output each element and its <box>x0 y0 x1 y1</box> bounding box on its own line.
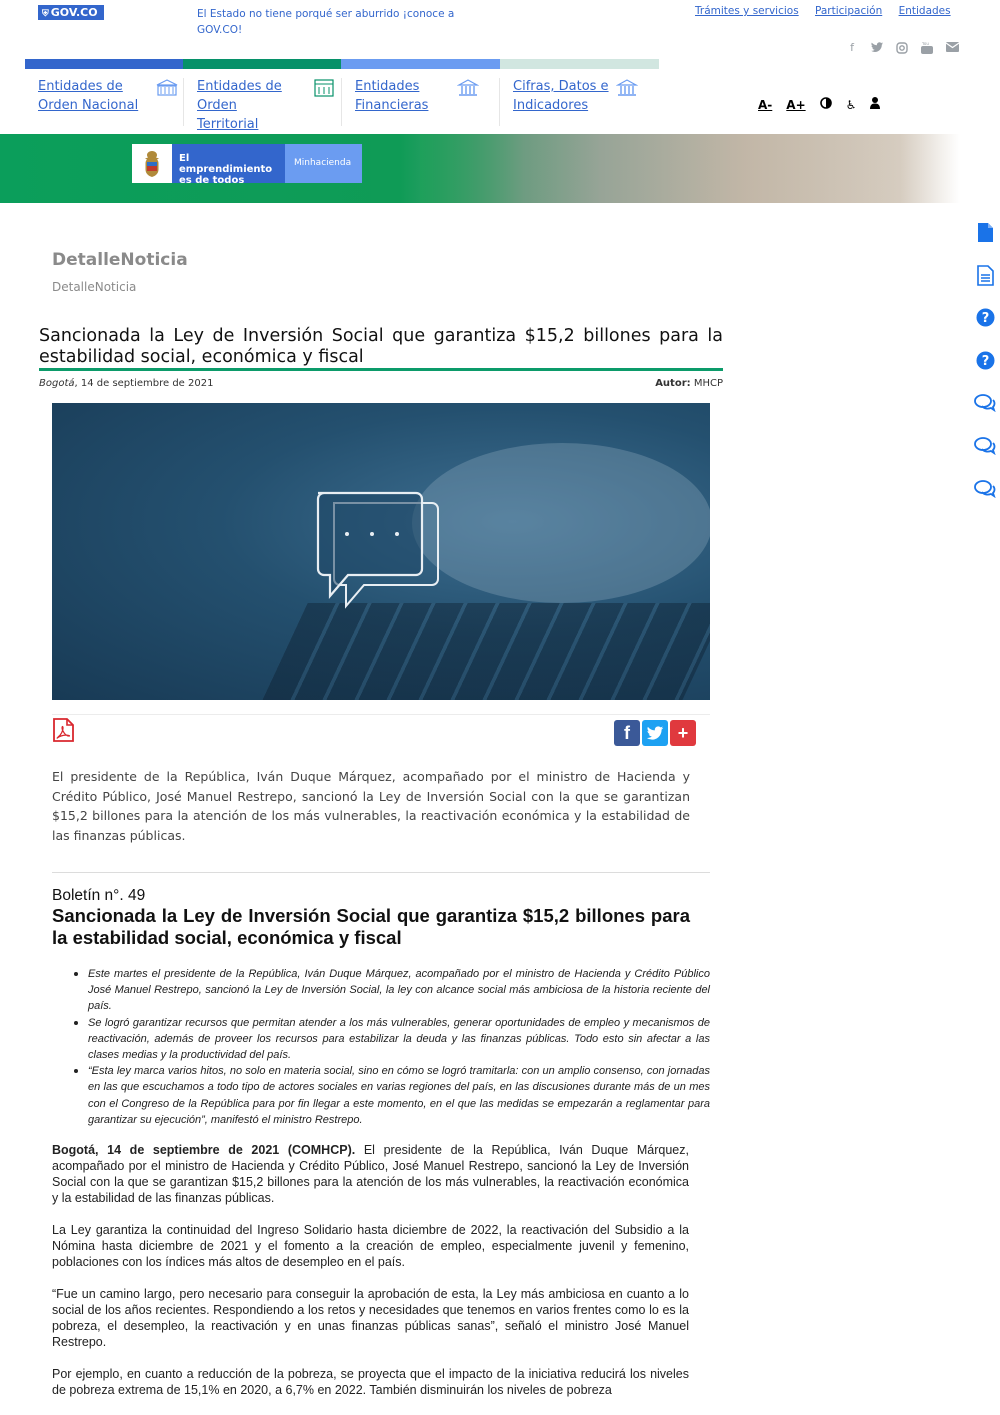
article-image <box>52 403 710 700</box>
list-item: Se logró garantizar recursos que permitan atender a los más vulnerables, generar oportunidades de empleo y mecanismos de reactivación, además de proveer los recursos para estabilizar la deuda y las finanzas públicas. Todo esto sin afectar a las clases medias y la productividad del país. <box>88 1015 710 1064</box>
govco-logo-text: GOV.CO <box>50 6 98 19</box>
article-city: Bogotá <box>39 378 75 389</box>
image-keyboard-shape <box>256 603 710 700</box>
highlights-list <box>88 966 710 1128</box>
color-bar-green <box>183 59 341 69</box>
floating-tools <box>974 222 996 523</box>
govco-slogan[interactable]: El Estado no tiene porqué ser aburrido ¡conoce a GOV.CO! <box>197 8 455 36</box>
wheelchair-icon[interactable]: ♿ <box>845 97 857 112</box>
bank-icon <box>457 79 479 97</box>
bulletin-title: Sancionada la Ley de Inversión Social que garantiza $15,2 billones para la estabilidad social, económica y fiscal <box>52 905 690 948</box>
entity-nacional-link[interactable]: Entidades de Orden Nacional <box>38 79 139 113</box>
government-building-icon <box>156 79 178 97</box>
pdf-icon[interactable] <box>53 718 74 746</box>
bank-icon <box>616 79 638 97</box>
accessibility-bar <box>758 97 880 112</box>
increase-font-button[interactable]: A+ <box>786 97 806 112</box>
hero-banner <box>0 134 1000 203</box>
coat-of-arms-icon <box>132 144 172 183</box>
more-share-icon[interactable]: + <box>670 720 696 746</box>
contrast-icon[interactable] <box>820 97 832 112</box>
govco-logo[interactable] <box>38 5 104 20</box>
content-divider <box>52 872 710 873</box>
list-item: “Esta ley marca varios hitos, no solo en materia social, sino en cómo se logró tramitarla: con un amplio consenso, con jornadas en las que escuchamos a todo tipo de actores sociales en varias regiones del país, en las discusiones durante más de un mes con el Congreso de la República para por fin llegar a este momento, en el que las medidas se empezarán a reglamentar para garantizar su ejecución”, manifestó el ministro Restrepo. <box>88 1063 710 1128</box>
link-participacion[interactable]: Participación <box>815 5 883 17</box>
decrease-font-button[interactable]: A- <box>758 97 773 112</box>
instagram-icon[interactable] <box>896 42 908 54</box>
entity-cifras-link[interactable]: Cifras, Datos e Indicadores <box>513 79 609 113</box>
author-label: Autor: <box>655 378 691 389</box>
youtube-icon[interactable] <box>921 42 933 54</box>
link-entidades[interactable]: Entidades <box>898 5 951 17</box>
chat-icon[interactable] <box>974 480 996 523</box>
article-author <box>655 378 723 389</box>
breadcrumb: DetalleNoticia <box>52 280 137 294</box>
article-lead: El presidente de la República, Iván Duque Márquez, acompañado por el ministro de Hacienda y Crédito Público, José Manuel Restrepo, sancionó la Ley de Inversión Social con la que se garantizan $15,2 billones para la atención de los más vulnerables, la reactivación económica y la estabilidad de las finanzas públicas. <box>52 769 690 843</box>
entity-separator <box>183 78 184 126</box>
entity-separator <box>341 78 342 126</box>
banner-line2: es de todos <box>179 175 245 186</box>
social-icons <box>846 42 958 54</box>
map-building-icon <box>314 79 336 97</box>
paragraph-1-text: El presidente de la República, Iván Duque Márquez, acompañado por el ministro de Hacienda y Crédito Público, José Manuel Restrepo, sancionó la Ley de Inversión Social con la que se garantizan $15,2 billones para la atención de los más vulnerables, la reactivación económica y la estabilidad de las finanzas públicas. <box>52 1143 689 1205</box>
document-lines-icon[interactable] <box>974 265 996 308</box>
paragraph-1-lead: Bogotá, 14 de septiembre de 2021 (COMHCP). <box>52 1143 356 1157</box>
paragraph-3: “Fue un camino largo, pero necesario para conseguir la aprobación de esta, la Ley más ambiciosa en cuanto a lo social de los años recientes. Respondiendo a los retos y necesidades que tenemos en varios frentes como lo es la pobreza, el desempleo, la reactivación y en unas finanzas públicas sanas”, señaló el ministro José Manuel Restrepo. <box>52 1287 689 1349</box>
page-title: DetalleNoticia <box>52 250 188 270</box>
twitter-share-icon[interactable] <box>642 720 668 746</box>
entity-separator <box>499 78 500 126</box>
chat-icon[interactable] <box>974 394 996 437</box>
svg-text:?: ? <box>981 311 989 326</box>
bulletin-number: Boletín n°. 49 <box>52 887 146 904</box>
banner-slogan <box>172 144 285 186</box>
facebook-share-icon[interactable]: f <box>614 720 640 746</box>
color-bar-blue <box>25 59 183 69</box>
twitter-icon[interactable] <box>871 42 883 54</box>
image-hand-shape <box>412 443 710 603</box>
paragraph-2: La Ley garantiza la continuidad del Ingreso Solidario hasta diciembre de 2022, la reactivación del Subsidio a la Nómina hasta diciembre de 2021 y el fomento a la creación de empleo, especialmente juvenil y femenino, poblaciones con los índices más altos de desempleo en el país. <box>52 1223 689 1269</box>
svg-text:?: ? <box>981 354 989 369</box>
share-buttons <box>614 720 696 746</box>
user-icon[interactable] <box>870 97 880 112</box>
paragraph-1 <box>52 1142 689 1206</box>
article-title: Sancionada la Ley de Inversión Social que garantiza $15,2 billones para la estabilidad social, económica y fiscal <box>39 326 723 367</box>
author-value: MHCP <box>693 378 723 389</box>
top-links <box>695 5 964 17</box>
list-item: Este martes el presidente de la República, Iván Duque Márquez, acompañado por el ministro de Hacienda y Crédito Público José Manuel Restrepo, sancionó la Ley de Inversión Social, la ley con alcance social más ambiciosa de la historia reciente del país. <box>88 966 710 1015</box>
help-icon[interactable] <box>974 308 996 351</box>
banner-ministry: Minhacienda <box>285 144 362 183</box>
color-bar-mint <box>500 59 659 69</box>
help-icon[interactable] <box>974 351 996 394</box>
banner-brand-card[interactable] <box>132 144 362 186</box>
color-bar-lightblue <box>341 59 500 69</box>
mail-icon[interactable] <box>946 42 958 54</box>
facebook-icon[interactable]: f <box>850 41 854 54</box>
title-underline <box>39 368 723 371</box>
banner-photo <box>420 134 940 203</box>
entity-financieras-link[interactable]: Entidades Financieras <box>355 79 429 113</box>
paragraph-4: Por ejemplo, en cuanto a reducción de la pobreza, se proyecta que el impacto de la iniciativa reducirá los niveles de pobreza extrema de 15,1% en 2020, a 6,7% en 2022. También disminuirán los niveles de pobreza <box>52 1367 689 1397</box>
speech-bubbles-icon <box>314 491 454 611</box>
link-tramites[interactable]: Trámites y servicios <box>695 5 799 17</box>
svg-text:You: You <box>922 42 929 46</box>
chat-icon[interactable] <box>974 437 996 480</box>
entity-territorial-link[interactable]: Entidades de Orden Territorial <box>197 79 282 132</box>
tools-divider <box>52 714 710 715</box>
article-meta <box>39 378 723 389</box>
shield-icon: ⛨ <box>42 9 49 19</box>
banner-line1: El emprendimiento <box>179 153 273 175</box>
article-date: , 14 de septiembre de 2021 <box>74 378 214 389</box>
document-icon[interactable] <box>974 222 996 265</box>
